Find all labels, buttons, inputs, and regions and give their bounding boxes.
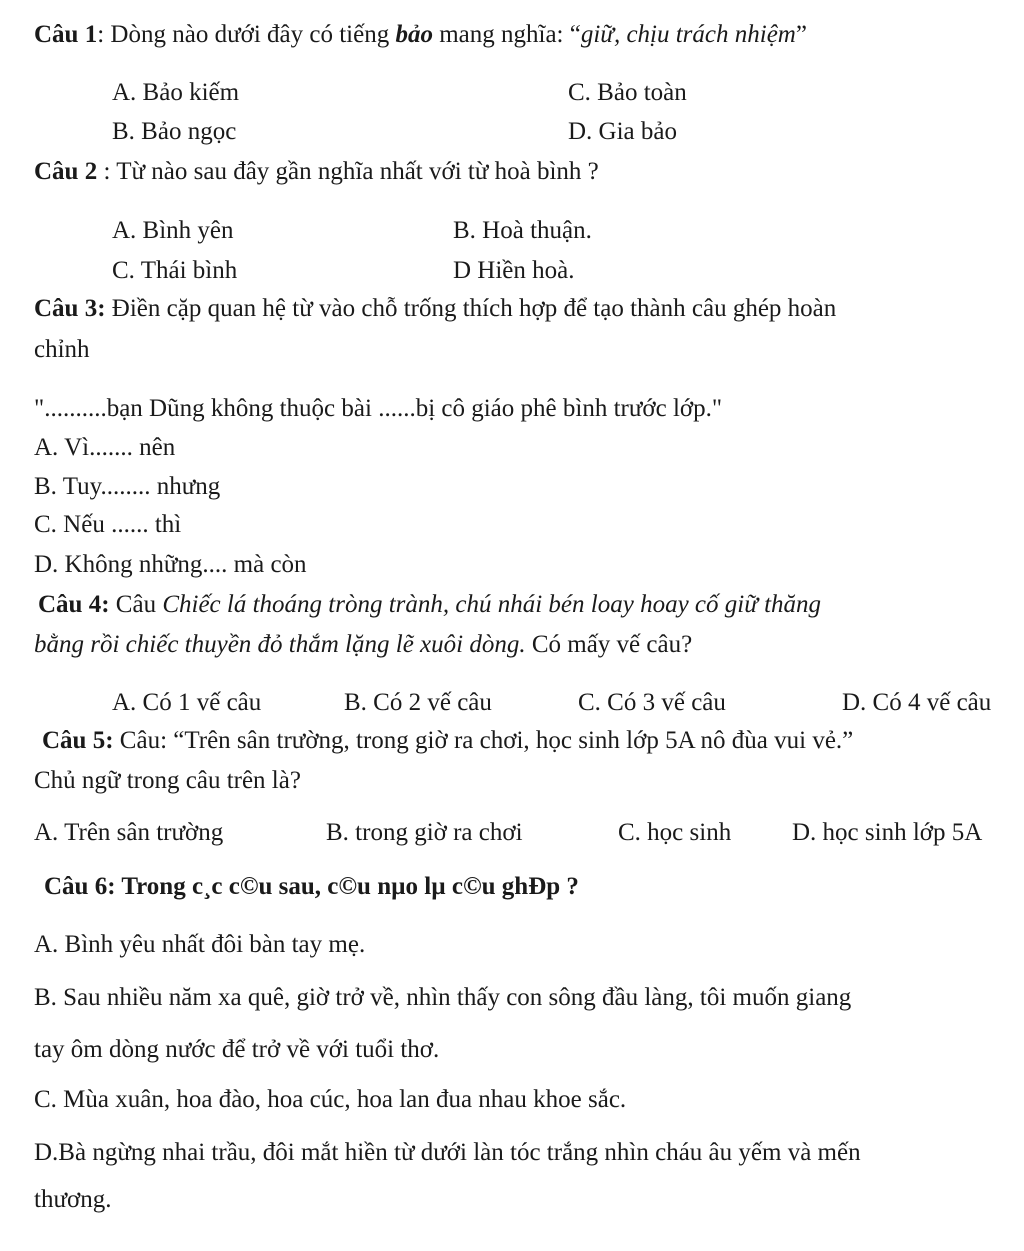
q6-option-c[interactable]: C. Mùa xuân, hoa đào, hoa cúc, hoa lan đua nhau khoe sắc. [34,1086,627,1113]
q2-text: : Từ nào sau đây gần nghĩa nhất với từ hoà bình ? [97,158,599,185]
q6-option-d-cont: thương. [34,1186,112,1213]
q3-label: Câu 3: [34,295,106,322]
q1-meaning: giữ, chịu trách nhiệm [580,21,796,48]
q5-option-d[interactable]: D. học sinh lớp 5A [792,819,983,846]
q4-question [38,590,821,620]
q5-text: Câu: “Trên sân trường, trong giờ ra chơi, học sinh lớp 5A nô đùa vui vẻ.” [113,727,854,754]
q4-option-b[interactable]: B. Có 2 vế câu [344,689,492,716]
q4-question-line2 [34,630,692,660]
q6-option-d[interactable]: D.Bà ngừng nhai trầu, đôi mắt hiền từ dưới làn tóc trắng nhìn cháu âu yếm và mến [34,1139,861,1166]
q5-option-c[interactable]: C. học sinh [618,819,732,846]
q5-question [42,726,853,756]
q3-sentence: "..........bạn Dũng không thuộc bài ......bị cô giáo phê bình trước lớp." [34,395,723,422]
q3-question [34,294,836,324]
q1-question [34,20,807,50]
q5-option-a[interactable]: A. Trên sân trường [34,819,224,846]
q1-label: Câu 1 [34,21,98,48]
q2-label: Câu 2 [34,158,98,185]
q3-option-c[interactable]: C. Nếu ...... thì [34,511,182,538]
q6-question: Câu 6: Trong c¸c c©u sau, c©u nµo lµ c©u ghÐp ? [44,873,579,900]
q4-label: Câu 4: [38,591,110,618]
q1-text-mid: mang nghĩa: “ [432,21,581,48]
q3-option-b[interactable]: B. Tuy........ nhưng [34,473,221,500]
q1-keyword: bảo [395,21,433,48]
q4-option-c[interactable]: C. Có 3 vế câu [578,689,726,716]
q1-option-c[interactable]: C. Bảo toàn [568,79,687,106]
q2-option-d[interactable]: D Hiền hoà. [453,257,575,284]
q5-text-line2: Chủ ngữ trong câu trên là? [34,767,301,794]
q3-text-line2: chỉnh [34,336,90,363]
q4-question-text: Có mấy vế câu? [525,631,693,658]
q3-option-d[interactable]: D. Không những.... mà còn [34,551,307,578]
q2-option-a[interactable]: A. Bình yên [112,217,234,244]
q6-option-b-cont: tay ôm dòng nước để trở về với tuổi thơ. [34,1036,440,1063]
q4-option-a[interactable]: A. Có 1 vế câu [112,689,262,716]
q6-option-b[interactable]: B. Sau nhiều năm xa quê, giờ trở về, nhìn thấy con sông đầu làng, tôi muốn giang [34,984,852,1011]
q1-text: : Dòng nào dưới đây có tiếng [97,21,396,48]
q4-quote-line1: Chiếc lá thoáng tròng trành, chú nhái bén loay hoay cố giữ thăng [162,591,822,618]
q4-quote-line2: bằng rồi chiếc thuyền đỏ thắm lặng lẽ xuôi dòng. [34,631,526,658]
q4-option-d[interactable]: D. Có 4 vế câu [842,689,992,716]
q3-option-a[interactable]: A. Vì....... nên [34,434,176,461]
q2-option-c[interactable]: C. Thái bình [112,257,238,284]
q1-option-a[interactable]: A. Bảo kiếm [112,79,240,106]
q4-pre: Câu [109,591,163,618]
q1-text-post: ” [795,21,807,48]
q3-text: Điền cặp quan hệ từ vào chỗ trống thích hợp để tạo thành câu ghép hoàn [105,295,837,322]
q2-question [34,157,599,187]
q2-option-b[interactable]: B. Hoà thuận. [453,217,592,244]
q1-option-d[interactable]: D. Gia bảo [568,118,677,145]
q1-option-b[interactable]: B. Bảo ngọc [112,118,237,145]
q5-label: Câu 5: [42,727,114,754]
q5-option-b[interactable]: B. trong giờ ra chơi [326,819,523,846]
q6-option-a[interactable]: A. Bình yêu nhất đôi bàn tay mẹ. [34,931,366,958]
